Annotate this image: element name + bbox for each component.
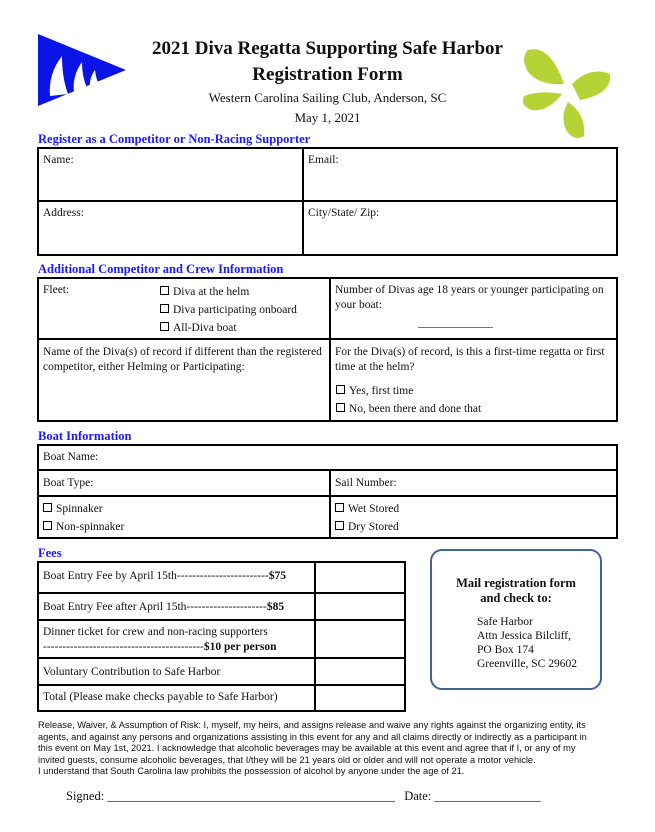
fee-row: Dinner ticket for crew and non-racing supporters ------------------------------------------$10 per person bbox=[43, 626, 277, 653]
waiver-text: Release, Waiver, & Assumption of Risk: I, myself, my heirs, and assigns release and waive any rights against the organizing entity, its agents, and against any persons and organizations assisting in this event for any and all claims directly or indirectly as a participant in this event on May 1st, 2021. I acknowledge that alcoholic beverages may be available at this event and agree that if I, or any of my invited guests, consume alcoholic beverages, that I/they will be 21 years old or older and will not operate a motor vehicle. I understand that South Carolina law prohibits the possession of alcohol by anyone under the age of 21. bbox=[38, 720, 587, 776]
checkbox[interactable] bbox=[336, 403, 345, 412]
checkbox[interactable] bbox=[336, 385, 345, 394]
name-field[interactable]: Name: bbox=[43, 154, 74, 166]
fee-row: Boat Entry Fee after April 15th---------------------$85 bbox=[43, 601, 285, 613]
section-heading-fees: Fees bbox=[38, 546, 62, 560]
sail-number-field[interactable]: Sail Number: bbox=[335, 477, 397, 489]
diva-record-field[interactable]: Name of the Diva(s) of record if different than the registered competitor, either Helming or Participating: bbox=[43, 346, 322, 373]
signature-line[interactable]: Signed: ______________________________________________ Date: _________________ bbox=[66, 789, 541, 803]
boat-type-option[interactable]: Non-spinnaker bbox=[43, 518, 124, 536]
email-field[interactable]: Email: bbox=[308, 154, 339, 166]
first-time-option[interactable]: Yes, first time bbox=[336, 382, 481, 400]
checkbox[interactable] bbox=[160, 286, 169, 295]
boat-type-label: Boat Type: bbox=[43, 477, 94, 489]
fleet-option[interactable]: All-Diva boat bbox=[160, 319, 297, 337]
checkbox[interactable] bbox=[43, 521, 52, 530]
fee-row: Boat Entry Fee by April 15th------------------------$75 bbox=[43, 570, 286, 582]
checkbox[interactable] bbox=[160, 322, 169, 331]
city-state-zip-field[interactable]: City/State/ Zip: bbox=[308, 207, 380, 219]
mail-to-box: Mail registration form and check to: Safe Harbor Attn Jessica Bilcliff, PO Box 174 Greenville, SC 29602 bbox=[430, 549, 602, 690]
checkbox[interactable] bbox=[335, 521, 344, 530]
address-field[interactable]: Address: bbox=[43, 207, 84, 219]
fee-row: Total (Please make checks payable to Safe Harbor) bbox=[43, 691, 278, 703]
storage-option[interactable]: Wet Stored bbox=[335, 500, 399, 518]
divas-count-field[interactable]: _____________ bbox=[418, 317, 493, 329]
section-heading-boat: Boat Information bbox=[38, 429, 132, 443]
checkbox[interactable] bbox=[160, 304, 169, 313]
section-heading-crew: Additional Competitor and Crew Information bbox=[38, 262, 284, 276]
first-time-option[interactable]: No, been there and done that bbox=[336, 400, 481, 418]
club-name: Western Carolina Sailing Club, Anderson, SC bbox=[208, 90, 447, 105]
fleet-option[interactable]: Diva participating onboard bbox=[160, 301, 297, 319]
fee-row: Voluntary Contribution to Safe Harbor bbox=[43, 666, 221, 678]
storage-option[interactable]: Dry Stored bbox=[335, 518, 399, 536]
fleet-label: Fleet: bbox=[43, 284, 70, 296]
form-title-line1: 2021 Diva Regatta Supporting Safe Harbor bbox=[152, 38, 503, 59]
fee-amount-fields[interactable] bbox=[316, 563, 404, 710]
fleet-option[interactable]: Diva at the helm bbox=[160, 283, 297, 301]
section-heading-register: Register as a Competitor or Non-Racing Supporter bbox=[38, 132, 311, 146]
checkbox[interactable] bbox=[43, 503, 52, 512]
divas-count-label: Number of Divas age 18 years or younger participating on your boat: bbox=[335, 284, 604, 311]
boat-name-field[interactable]: Boat Name: bbox=[43, 451, 99, 463]
event-date: May 1, 2021 bbox=[294, 110, 361, 125]
boat-type-option[interactable]: Spinnaker bbox=[43, 500, 124, 518]
checkbox[interactable] bbox=[335, 503, 344, 512]
form-title-line2: Registration Form bbox=[252, 64, 403, 85]
first-time-question: For the Diva(s) of record, is this a first-time regatta or first time at the helm? bbox=[335, 346, 605, 373]
